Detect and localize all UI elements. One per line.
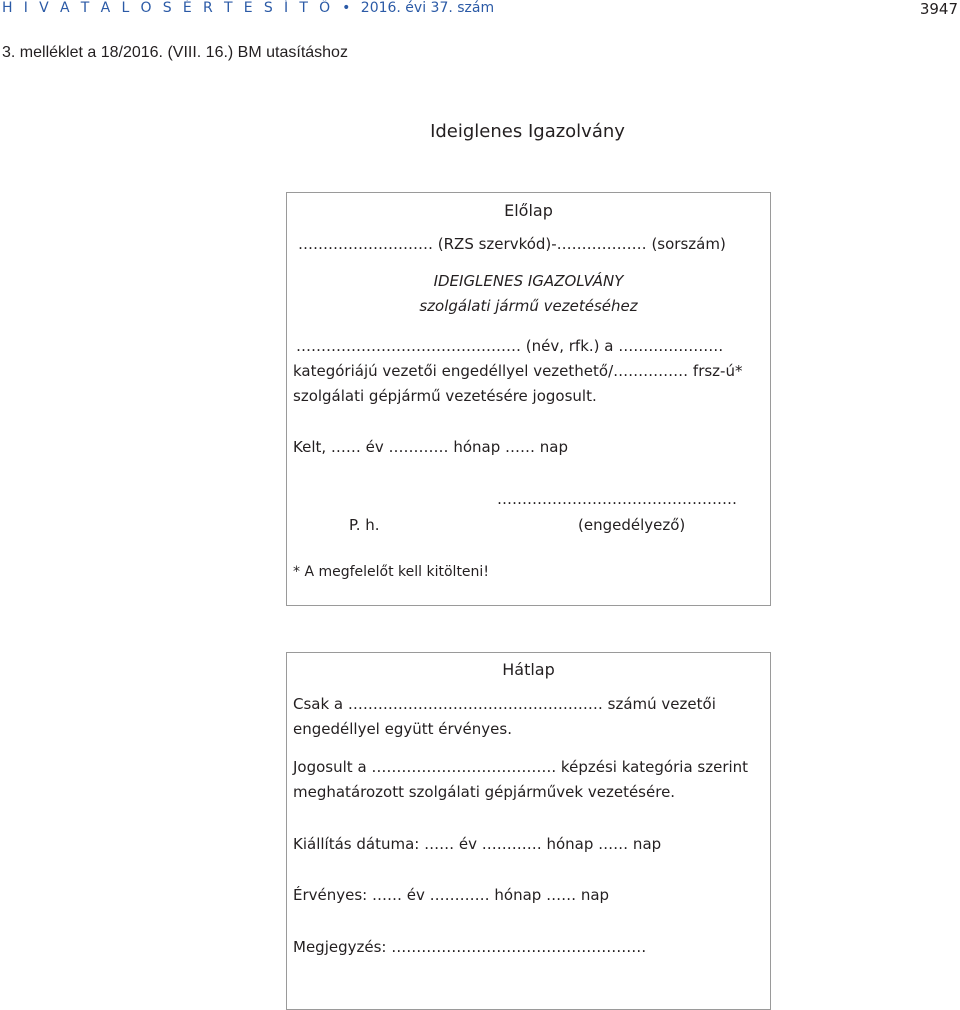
entitlement-line: szolgálati gépjármű vezetésére jogosult.	[293, 387, 597, 405]
back-label: Hátlap	[502, 660, 555, 679]
card-caps-title: IDEIGLENES IGAZOLVÁNY	[433, 272, 624, 290]
valid-until-line: Érvényes: …… év ………… hónap …… nap	[293, 886, 610, 904]
vehicle-scope-line: meghatározott szolgálati gépjárművek vezetésére.	[293, 783, 676, 801]
page-number: 3947	[919, 0, 958, 18]
card-subtitle: szolgálati jármű vezetéséhez	[419, 297, 638, 315]
front-label: Előlap	[504, 201, 553, 220]
licence-number-line: Csak a …………………………………………… számú vezetői	[293, 695, 716, 713]
signature-label: (engedélyező)	[578, 516, 686, 534]
holder-name-line: ……………………………………… (név, rfk.) a …………………	[296, 337, 724, 355]
validity-condition-line: engedéllyel együtt érvényes.	[293, 720, 512, 738]
signature-dots: …………………………………………	[497, 490, 737, 508]
remarks-line: Megjegyzés: ……………………………………………	[293, 938, 647, 956]
issue-number: 2016. évi 37. szám	[360, 0, 495, 16]
page-title: Ideiglenes Igazolvány	[430, 121, 625, 142]
category-line: kategóriájú vezetői engedéllyel vezethető/…………… frsz-ú*	[293, 362, 743, 380]
journal-header	[2, 0, 494, 16]
issued-date-line: Kelt, …… év ………… hónap …… nap	[293, 438, 568, 456]
issue-date-line: Kiállítás dátuma: …… év ………… hónap …… nap	[293, 835, 662, 853]
journal-name: H I V A T A L O S É R T E S Í T Ő	[2, 0, 334, 16]
training-category-line: Jogosult a ………………………………. képzési kategória szerint	[293, 758, 749, 776]
footnote: * A megfelelőt kell kitölteni!	[293, 564, 489, 580]
serial-line: ……………………… (RZS szervkód)-……………… (sorszám)	[298, 235, 726, 253]
annex-reference: 3. melléklet a 18/2016. (VIII. 16.) BM utasításhoz	[2, 44, 348, 61]
stamp-placeholder: P. h.	[349, 516, 380, 534]
header-bullet: •	[342, 0, 351, 16]
